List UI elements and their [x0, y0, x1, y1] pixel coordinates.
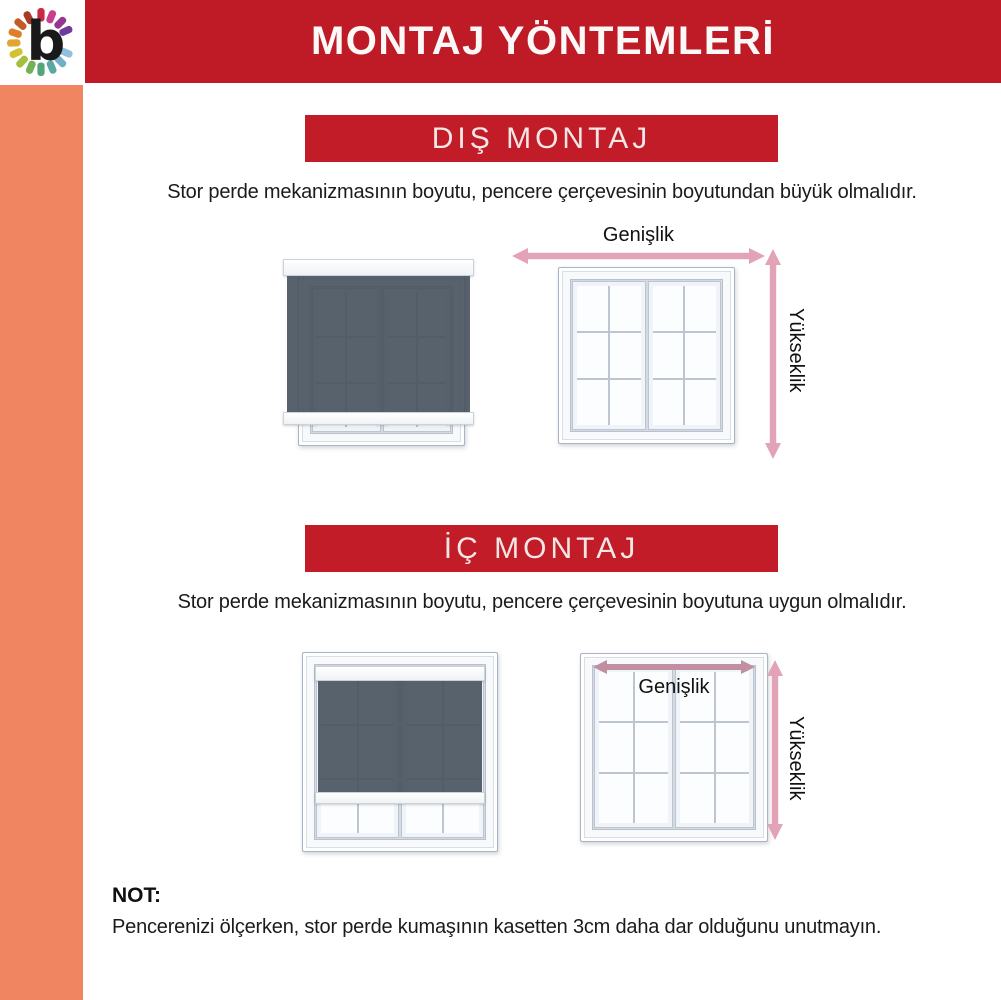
brand-logo-burst-icon [0, 0, 85, 85]
width-arrow-icon [512, 247, 765, 265]
window-sash [649, 282, 721, 429]
height-arrow-icon [764, 249, 782, 459]
section-description-outside-mount: Stor perde mekanizmasının boyutu, pencere çerçevesinin boyutundan büyük olmalıdır. [167, 181, 917, 203]
width-label: Genişlik [638, 676, 710, 698]
brand-logo [0, 0, 85, 85]
header-banner [85, 0, 1001, 83]
section-banner-outside-mount: DIŞ MONTAJ [305, 115, 778, 162]
blind-bottom-rail [283, 412, 474, 425]
section-banner-inside-mount: İÇ MONTAJ [305, 525, 778, 572]
window-pane [680, 723, 714, 772]
width-arrow-icon [593, 659, 755, 675]
window-pane [680, 774, 714, 823]
window-pane [610, 380, 641, 425]
window-pane [635, 774, 669, 823]
note-text: Pencerenizi ölçerken, stor perde kumaşının kasetten 3cm daha dar olduğunu unutmayın. [112, 916, 882, 938]
width-label: Genişlik [602, 224, 675, 246]
window-pane [685, 333, 716, 378]
window-sash [573, 282, 645, 429]
window-pane [599, 774, 633, 823]
side-stripe [0, 85, 83, 1000]
window-glass [570, 279, 723, 432]
height-label: Yükseklik [785, 715, 807, 801]
blind-bottom-rail [315, 792, 485, 804]
window-pane [653, 333, 684, 378]
window-pane [716, 774, 750, 823]
note-title: NOT: [112, 884, 161, 907]
window-pane [716, 723, 750, 772]
blind-cassette [315, 666, 485, 681]
roller-blind-fabric [287, 274, 470, 414]
window-pane [685, 380, 716, 425]
page-title: MONTAJ YÖNTEMLERİ [310, 19, 776, 63]
window-pane [685, 286, 716, 331]
window-pane [599, 723, 633, 772]
height-label: Yükseklik [785, 307, 807, 393]
window-pane [610, 286, 641, 331]
blind-cassette [283, 259, 474, 276]
window-pane [653, 286, 684, 331]
window-pane [610, 333, 641, 378]
brand-logo-letter: b [26, 10, 66, 73]
window-pane [577, 380, 608, 425]
window-pane [577, 286, 608, 331]
outside-mount-measured-window-illustration [558, 267, 735, 444]
section-description-inside-mount: Stor perde mekanizmasının boyutu, pencere çerçevesinin boyutuna uygun olmalıdır. [177, 591, 907, 613]
window-pane [577, 333, 608, 378]
window-pane [635, 723, 669, 772]
roller-blind-fabric [318, 681, 482, 793]
window-pane [653, 380, 684, 425]
height-arrow-icon [766, 660, 784, 840]
